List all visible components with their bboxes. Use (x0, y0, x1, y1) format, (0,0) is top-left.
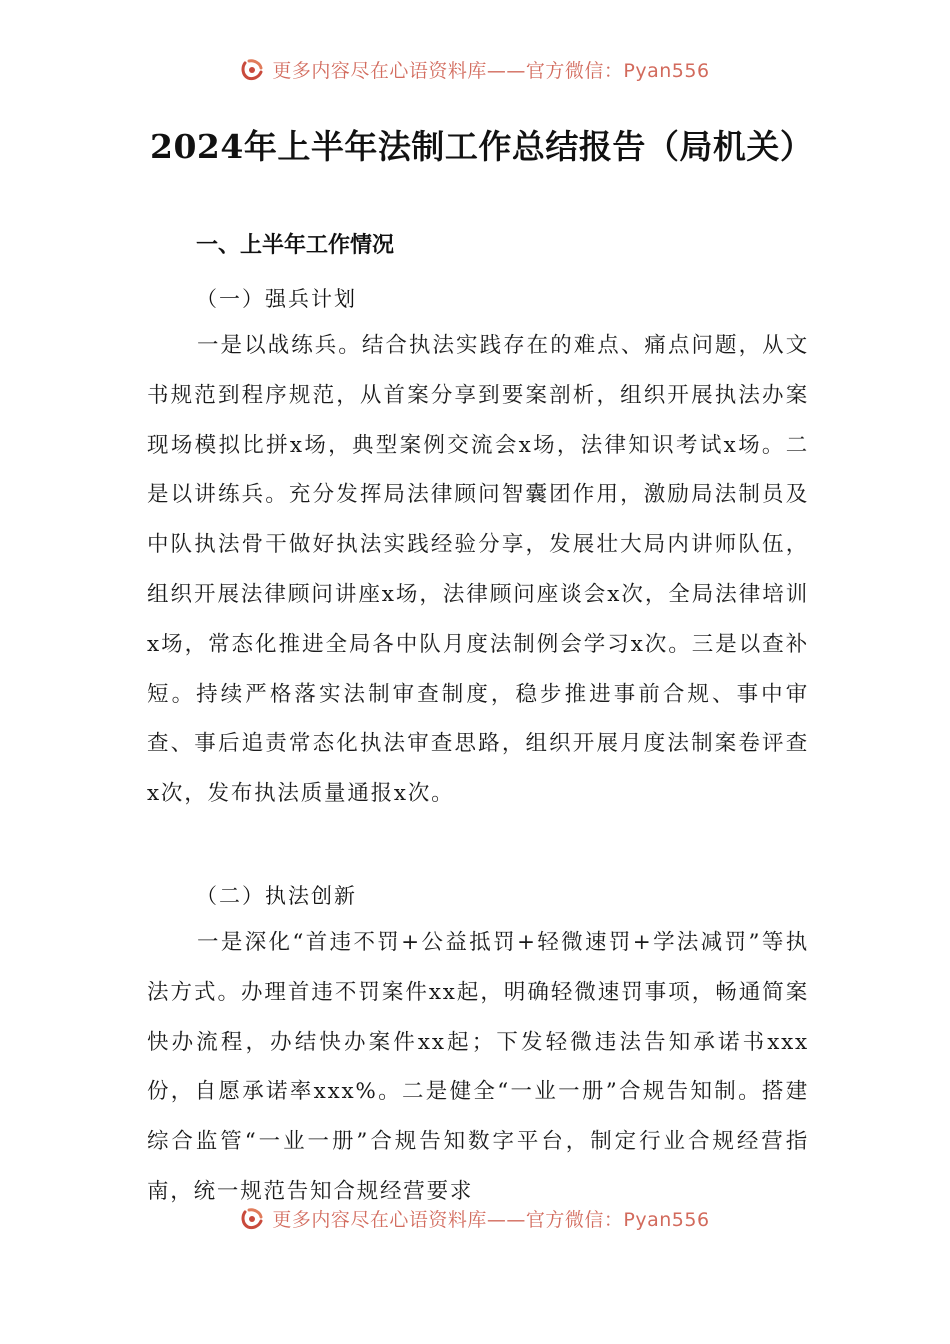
watermark-logo-icon (240, 57, 266, 83)
document-title: 2024年上半年法制工作总结报告（局机关） (150, 127, 814, 166)
subsection-heading-2: （二）执法创新 (196, 884, 357, 908)
paragraph-2: 一是深化“首违不罚+公益抵罚+轻微速罚+学法减罚”等执法方式。办理首违不罚案件xx起，明确轻微速罚事项，畅通简案快办流程，办结快办案件xx起；下发轻微违法告知承诺书xxx份，自愿承诺率xxx%。二是健全“一业一册”合规告知制。搭建综合监管“一业一册”合规告知数字平台，制定行业合规经营指南，统一规范告知合规经营要求 (147, 930, 809, 1204)
watermark-top (0, 56, 950, 86)
section-heading: 一、上半年工作情况 (196, 233, 395, 258)
watermark-text: 更多内容尽在心语资料库——官方微信：Pyan556 (272, 1209, 710, 1231)
paragraph-1: 一是以战练兵。结合执法实践存在的难点、痛点问题，从文书规范到程序规范，从首案分享到要案剖析，组织开展执法办案现场模拟比拼x场，典型案例交流会x场，法律知识考试x场。二是以讲练兵。充分发挥局法律顾问智囊团作用，激励局法制员及中队执法骨干做好执法实践经验分享，发展壮大局内讲师队伍，组织开展法律顾问讲座x场，法律顾问座谈会x次，全局法律培训x场，常态化推进全局各中队月度法制例会学习x次。三是以查补短。持续严格落实法制审查制度，稳步推进事前合规、事中审查、事后追责常态化执法审查思路，组织开展月度法制案卷评查x次，发布执法质量通报x次。 (147, 333, 809, 807)
watermark-text: 更多内容尽在心语资料库——官方微信：Pyan556 (272, 60, 710, 82)
watermark-bottom (0, 1205, 950, 1235)
watermark-logo-icon (240, 1206, 266, 1232)
subsection-heading-1: （一）强兵计划 (196, 287, 357, 311)
